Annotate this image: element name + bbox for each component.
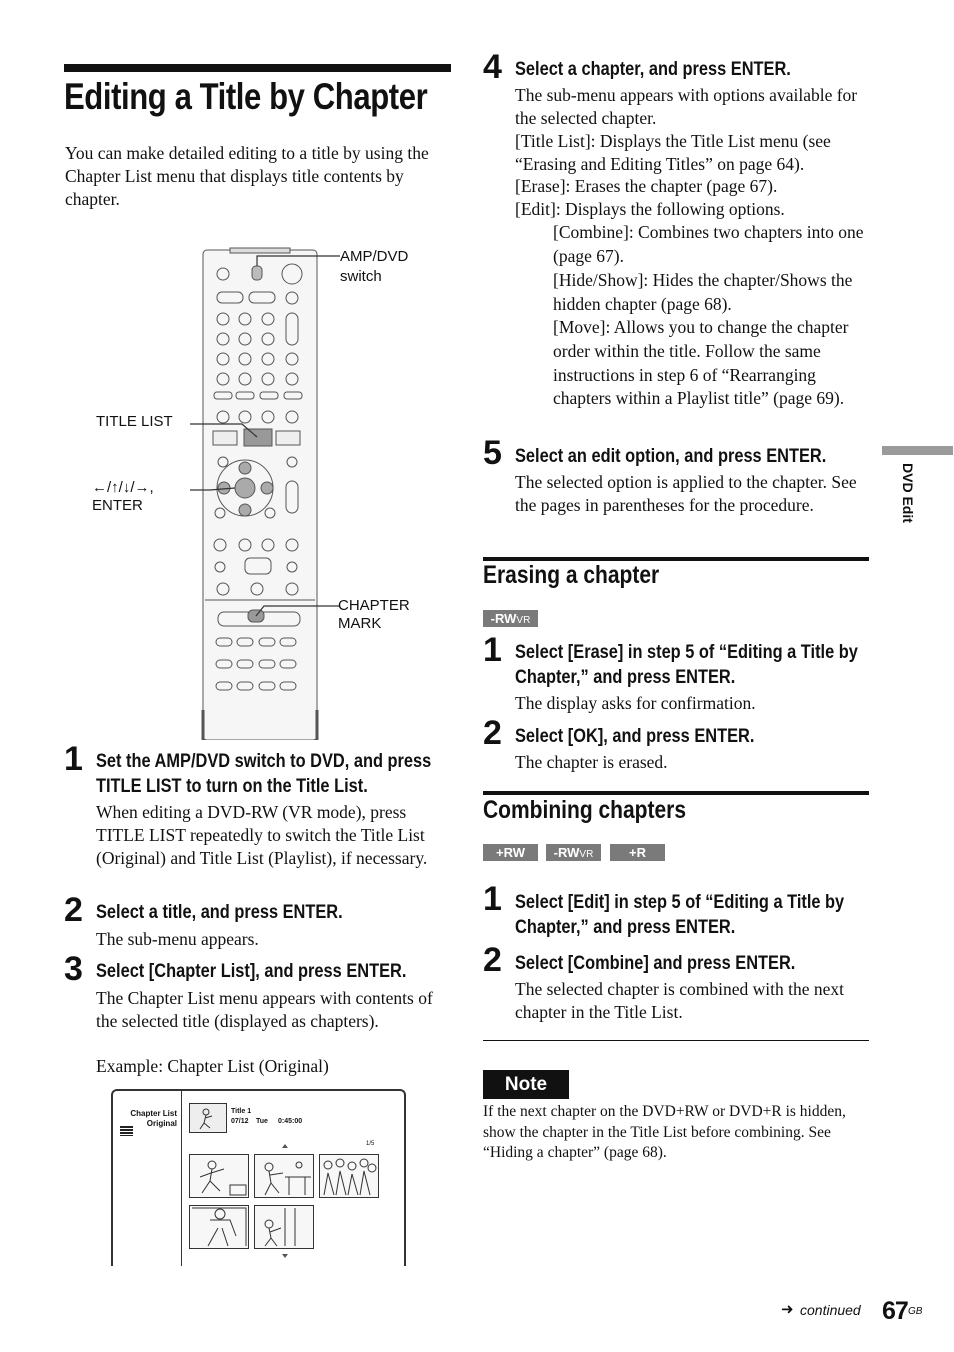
- step-4-option-hide-show: [Hide/Show]: Hides the chapter/Shows the hidden chapter (page 68).: [553, 270, 853, 314]
- intro-paragraph: You can make detailed editing to a title by using the Chapter List menu that displays title contents by chapter.: [65, 143, 429, 209]
- title-rule: [64, 64, 451, 72]
- combining-step-2-number: 2: [483, 941, 502, 979]
- chapter-thumb-5[interactable]: [254, 1205, 314, 1249]
- step-3-heading: Select [Chapter List], and press ENTER.: [96, 960, 407, 982]
- combining-step-2-heading: Select [Combine] and press ENTER.: [515, 952, 796, 974]
- continued-arrow-icon: ➜: [781, 1301, 794, 1318]
- screen-divider: [181, 1091, 182, 1266]
- step-2-heading: Select a title, and press ENTER.: [96, 901, 343, 923]
- side-tab-label: DVD Edit: [900, 463, 916, 523]
- note-divider: [483, 1040, 869, 1041]
- screen-menu-sub: Original: [146, 1119, 177, 1128]
- page-title: Editing a Title by Chapter: [64, 76, 428, 117]
- combining-step-1-heading: Select [Edit] in step 5 of “Editing a Title by Chapter,” and press ENTER.: [515, 891, 845, 938]
- chapter-thumb-1[interactable]: [189, 1154, 249, 1198]
- scroll-down-icon[interactable]: [282, 1254, 288, 1258]
- step-3-body: The Chapter List menu appears with contents of the selected title (displayed as chapters).: [96, 988, 433, 1031]
- chapter-thumb-4[interactable]: [189, 1205, 249, 1249]
- callout-chapter: CHAPTER: [338, 597, 410, 614]
- chapter-thumb-2[interactable]: [254, 1154, 314, 1198]
- badge-plus-rw: +RW: [483, 844, 538, 861]
- callout-enter: ENTER: [92, 497, 143, 514]
- example-caption: Example: Chapter List (Original): [96, 1056, 329, 1076]
- screen-date: 07/12: [231, 1118, 249, 1125]
- combining-rule: [483, 791, 869, 795]
- badge-rw-vr: -RWVR: [483, 610, 538, 627]
- combining-title: Combining chapters: [483, 796, 687, 824]
- step-5-number: 5: [483, 434, 502, 472]
- step-1-heading: Set the AMP/DVD switch to DVD, and press TITLE LIST to turn on the Title List.: [96, 750, 432, 797]
- step-2-number: 2: [64, 891, 83, 929]
- disc-icon: [120, 1126, 133, 1136]
- erasing-step-2-heading: Select [OK], and press ENTER.: [515, 725, 755, 747]
- note-label: Note: [483, 1070, 569, 1099]
- step-4-p1: The sub-menu appears with options available for the selected chapter.: [515, 85, 858, 128]
- side-tab-bar: [882, 446, 953, 455]
- erasing-step-1-heading: Select [Erase] in step 5 of “Editing a Title by Chapter,” and press ENTER.: [515, 641, 858, 688]
- callout-mark: MARK: [338, 615, 382, 632]
- chapter-thumb-3[interactable]: [319, 1154, 379, 1198]
- erasing-step-1-number: 1: [483, 631, 502, 669]
- combining-step-2-body: The selected chapter is combined with the next chapter in the Title List.: [515, 979, 844, 1022]
- step-4-p3: [Erase]: Erases the chapter (page 67).: [515, 176, 778, 196]
- badge-plus-r: +R: [610, 844, 665, 861]
- erasing-title: Erasing a chapter: [483, 561, 660, 589]
- step-4-p2: [Title List]: Displays the Title List menu (see “Erasing and Editing Titles” on page 64).: [515, 131, 831, 174]
- step-5-body: The selected option is applied to the chapter. See the pages in parentheses for the procedure.: [515, 472, 857, 515]
- step-2-body: The sub-menu appears.: [96, 929, 259, 949]
- callout-switch: switch: [340, 268, 382, 285]
- step-3-number: 3: [64, 950, 83, 988]
- screen-menu-title: Chapter List: [130, 1109, 177, 1118]
- callout-arrows: ←/↑/↓/→,: [92, 479, 154, 496]
- remote-control-illustration: [190, 240, 340, 740]
- callout-amp-dvd: AMP/DVD: [340, 248, 409, 265]
- chapter-list-screen: [111, 1089, 406, 1266]
- step-5-heading: Select an edit option, and press ENTER.: [515, 445, 827, 467]
- combining-step-1-number: 1: [483, 880, 502, 918]
- step-4-heading: Select a chapter, and press ENTER.: [515, 58, 791, 80]
- page-suffix: GB: [908, 1306, 923, 1317]
- step-4-option-combine: [Combine]: Combines two chapters into one (page 67).: [553, 222, 864, 266]
- callout-title-list: TITLE LIST: [96, 413, 173, 430]
- title-thumbnail: [189, 1103, 227, 1133]
- screen-duration: 0:45:00: [278, 1118, 303, 1125]
- screen-day: Tue: [256, 1118, 268, 1125]
- erasing-step-1-body: The display asks for confirmation.: [515, 693, 756, 713]
- erasing-step-2-number: 2: [483, 714, 502, 752]
- scroll-up-icon[interactable]: [282, 1144, 288, 1148]
- page-number: 67: [882, 1297, 908, 1325]
- screen-page: 1/5: [366, 1141, 375, 1147]
- continued-label: continued: [800, 1302, 861, 1318]
- step-4-p4: [Edit]: Displays the following options.: [515, 199, 785, 219]
- erasing-step-2-body: The chapter is erased.: [515, 752, 668, 772]
- badge-minus-rw-vr: -RWVR: [546, 844, 601, 861]
- screen-title-name: Title 1: [231, 1108, 252, 1115]
- note-text: If the next chapter on the DVD+RW or DVD+R is hidden, show the chapter in the Title List before combining. See “Hiding a chapter” (page 68).: [483, 1103, 846, 1161]
- step-1-number: 1: [64, 740, 83, 778]
- step-4-number: 4: [483, 48, 502, 86]
- step-4-option-move: [Move]: Allows you to change the chapter order within the title. Follow the same instructions in step 6 of “Rearranging chapters within a Playlist title” (page 69).: [553, 317, 849, 409]
- step-1-body: When editing a DVD-RW (VR mode), press TITLE LIST repeatedly to switch the Title List (Original) and Title List (Playlist), if necessary.: [96, 802, 428, 868]
